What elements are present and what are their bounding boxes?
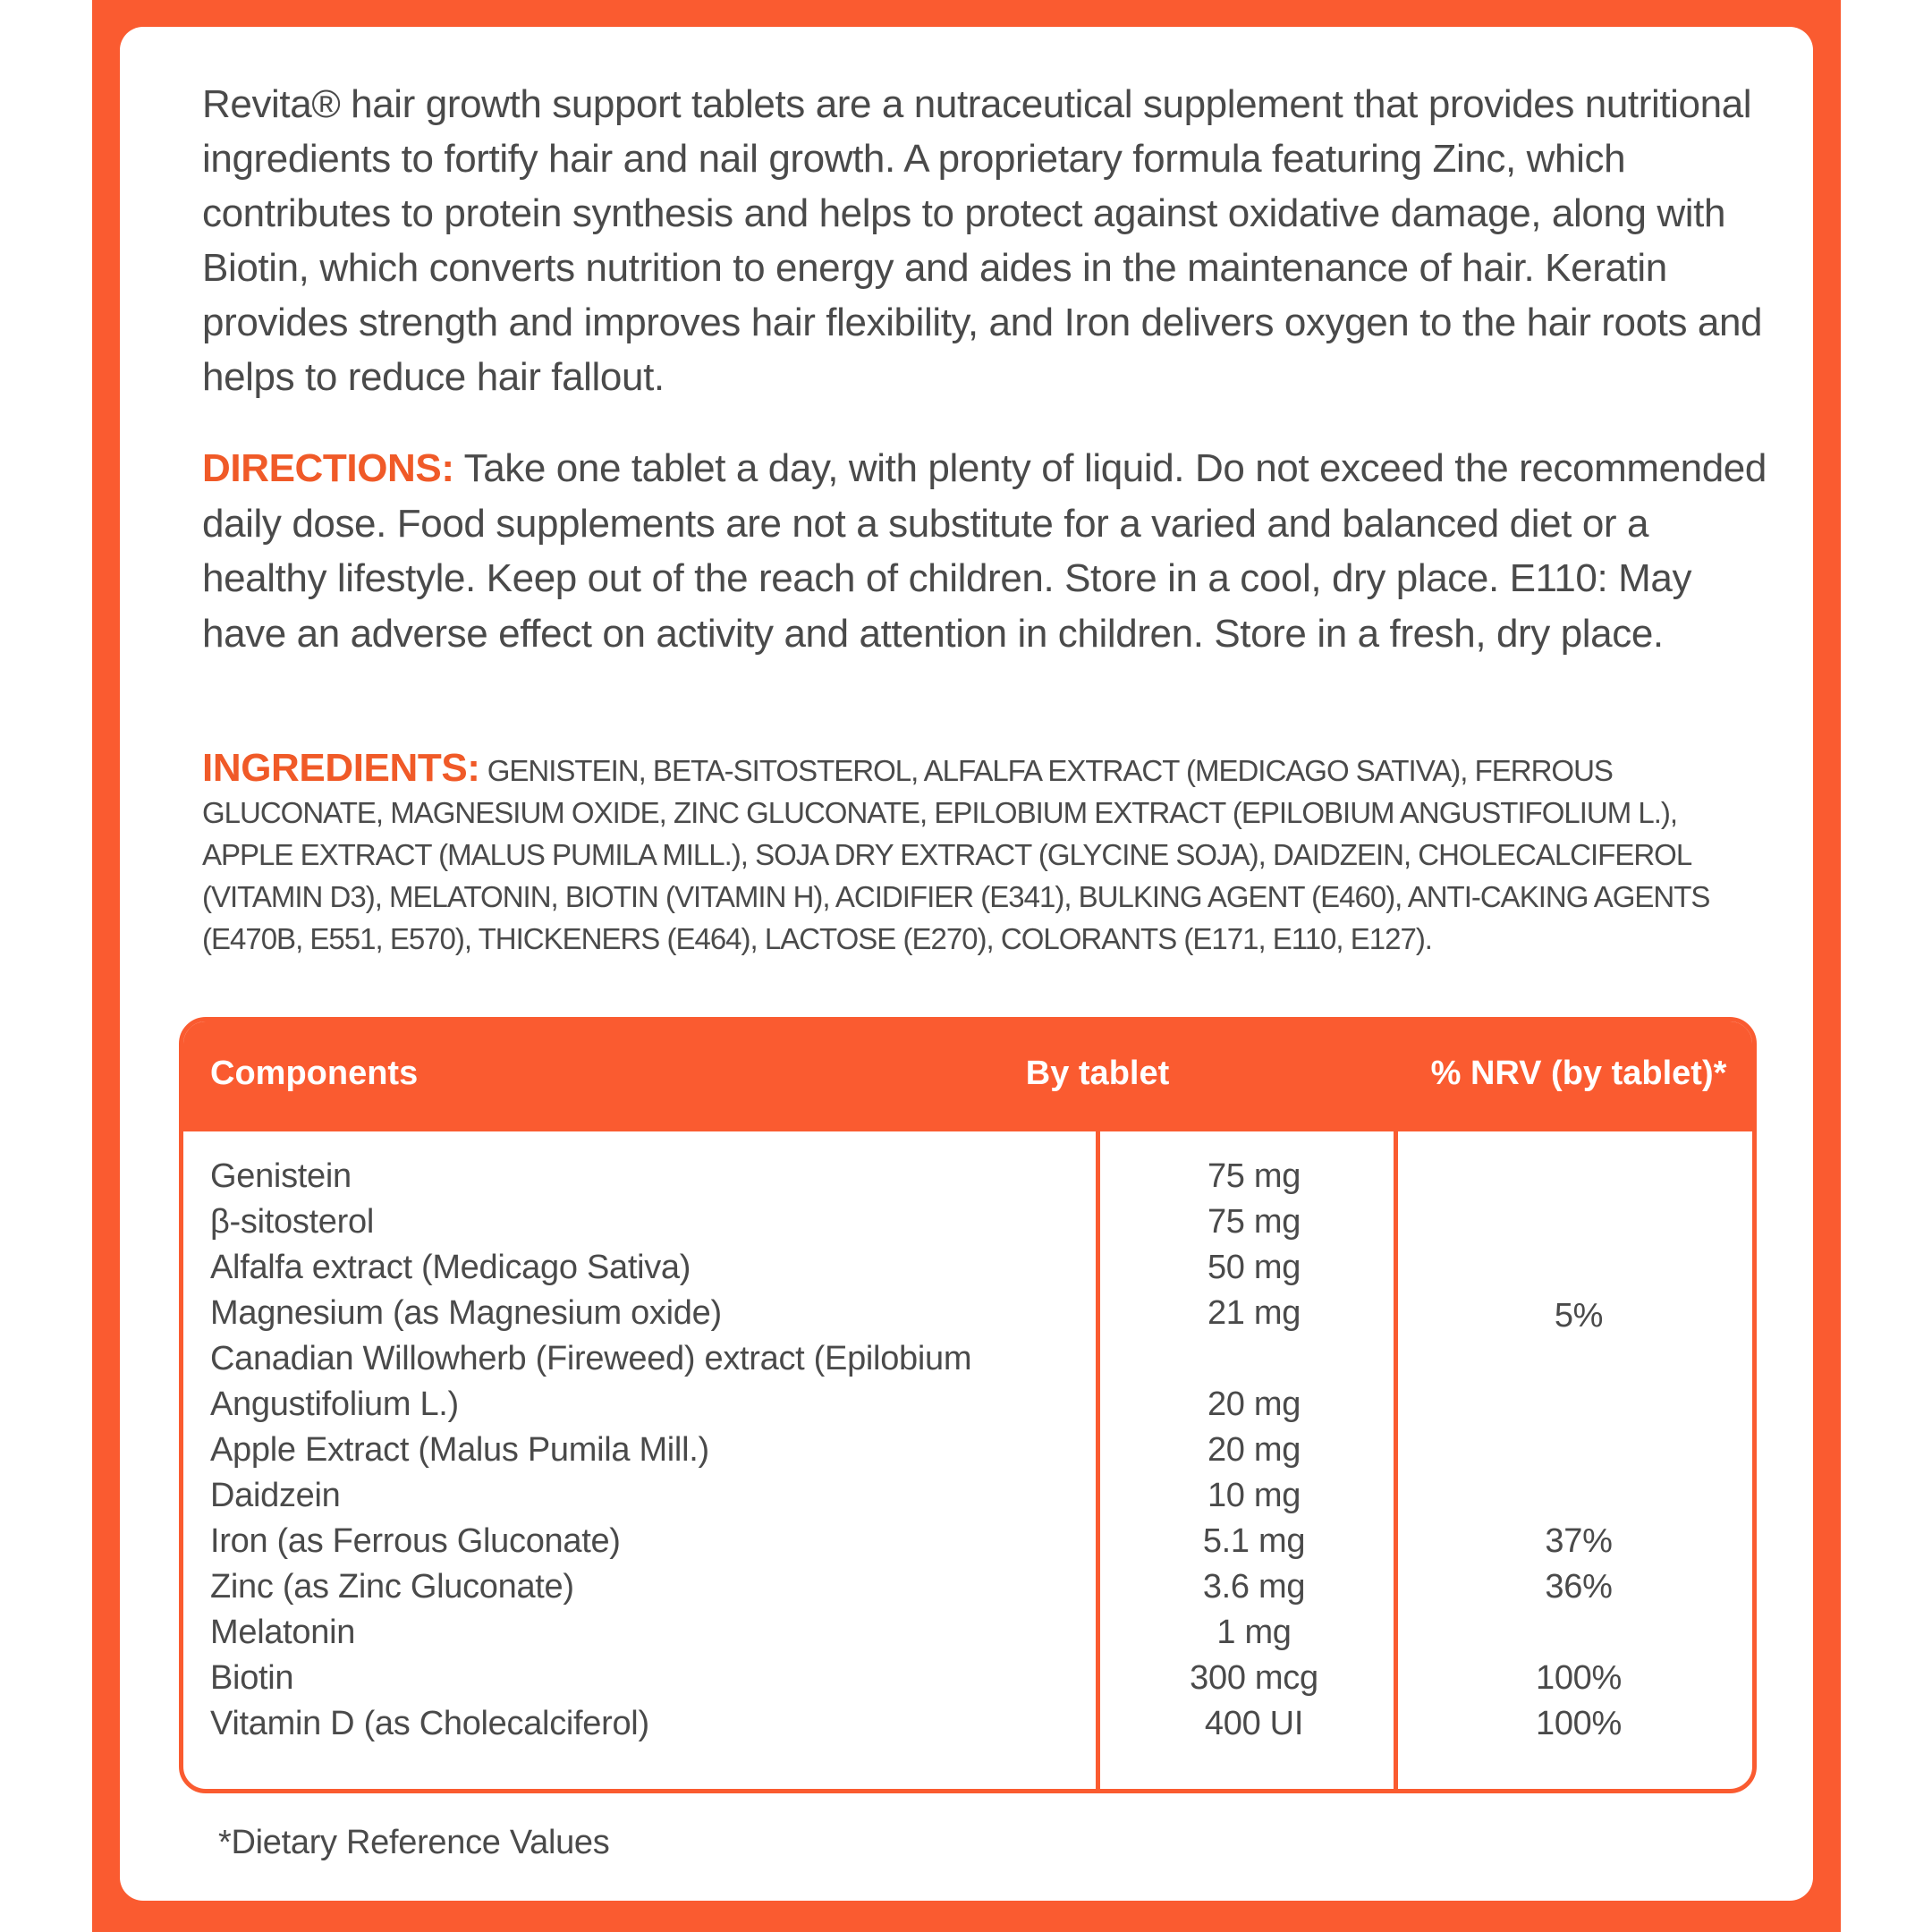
component-name: Zinc (as Zinc Gluconate): [210, 1568, 574, 1606]
table-body: [183, 1154, 1752, 1747]
component-name: Vitamin D (as Cholecalciferol): [210, 1705, 649, 1742]
table-row: Magnesium (as Magnesium oxide) 21 mg 5%: [183, 1291, 1752, 1336]
footnote: *Dietary Reference Values: [218, 1824, 610, 1861]
component-name: Alfalfa extract (Medicago Sativa): [210, 1249, 691, 1286]
table-row: Zinc (as Zinc Gluconate) 3.6 mg 36%: [183, 1564, 1752, 1610]
table-row: Genistein 75 mg: [183, 1154, 1752, 1199]
component-name: Magnesium (as Magnesium oxide): [210, 1294, 722, 1332]
table-row: Vitamin D (as Cholecalciferol) 400 UI 100%: [183, 1701, 1752, 1747]
table-row: Iron (as Ferrous Gluconate) 5.1 mg 37%: [183, 1519, 1752, 1564]
component-name: Genistein: [210, 1157, 352, 1195]
component-name: Biotin: [210, 1659, 294, 1697]
component-name: Melatonin: [210, 1614, 356, 1651]
table-row: Alfalfa extract (Medicago Sativa) 50 mg: [183, 1245, 1752, 1291]
ingredients-text: GENISTEIN, BETA-SITOSTEROL, ALFALFA EXTRACT (MEDICAGO SATIVA), FERROUS GLUCONATE, MAGNESIUM OXIDE, ZINC GLUCONATE, EPILOBIUM EXTRACT (EPILOBIUM ANGUSTIFOLIUM L.), APPLE EXTRACT (MALUS PUMILA MILL.), SOJA DRY EXTRACT (GLYCINE SOJA), DAIDZEIN, CHOLECALCIFEROL (VITAMIN D3), MELATONIN, BIOTIN (VITAMIN H), ACIDIFIER (E341), BULKING AGENT (E460), ANTI-CAKING AGENTS (E470B, E551, E570), THICKENERS (E464), LACTOSE (E270), COLORANTS (E171, E110, E127).: [202, 754, 1710, 955]
table-row: Melatonin 1 mg: [183, 1610, 1752, 1656]
component-name: Canadian Willowherb (Fireweed) extract (Epilobium Angustifolium L.): [210, 1340, 972, 1423]
table-row: Biotin 300 mcg 100%: [183, 1656, 1752, 1701]
component-name: Daidzein: [210, 1477, 341, 1514]
product-description: Revita® hair growth support tablets are a nutraceutical supplement that provides nutritional ingredients to fortify hair and nail growth. A proprietary formula featuring Zinc, which contributes to protein synthesis and helps to protect against oxidative damage, along with Biotin, which converts nutrition to energy and aides in the maintenance of hair. Keratin provides strength and improves hair flexibility, and Iron delivers oxygen to the hair roots and helps to reduce hair fallout.: [202, 82, 1763, 399]
directions-paragraph: [202, 441, 1767, 661]
table-row: Apple Extract (Malus Pumila Mill.) 20 mg: [183, 1428, 1752, 1473]
directions-label: DIRECTIONS:: [202, 446, 454, 490]
nutrition-table: [179, 1017, 1757, 1793]
table-row: β-sitosterol 75 mg: [183, 1199, 1752, 1245]
component-name: Iron (as Ferrous Gluconate): [210, 1522, 621, 1560]
ingredients-label: INGREDIENTS:: [202, 746, 480, 790]
ingredients-paragraph: [202, 747, 1772, 960]
header-components: Components: [210, 1055, 419, 1092]
table-row: Canadian Willowherb (Fireweed) extract (Epilobium Angustifolium L.) 20 mg: [183, 1336, 1752, 1428]
component-name: Apple Extract (Malus Pumila Mill.): [210, 1431, 709, 1469]
table-header: Components By tablet % NRV (by tablet)*: [183, 1021, 1752, 1131]
table-row: Daidzein 10 mg: [183, 1473, 1752, 1519]
directions-text: Take one tablet a day, with plenty of liquid. Do not exceed the recommended daily dose. Food supplements are not a substitute for a varied and balanced diet or a healthy lifestyle. Keep out of the reach of children. Store in a cool, dry place. E110: May have an adverse effect on activity and attention in children. Store in a fresh, dry place.: [202, 446, 1767, 656]
component-name: β-sitosterol: [210, 1203, 374, 1241]
